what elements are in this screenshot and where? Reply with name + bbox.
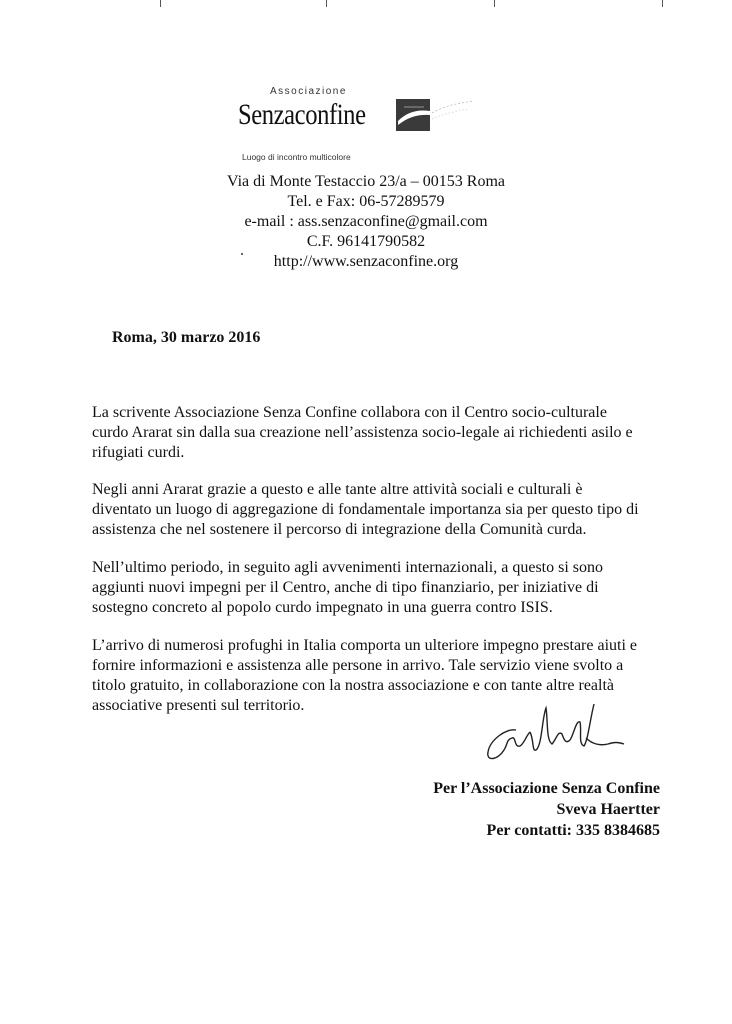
paragraph-line: rifugiati curdi. <box>92 444 185 461</box>
address: Via di Monte Testaccio 23/a – 00153 Roma <box>226 173 505 190</box>
letter-date: Roma, 30 marzo 2016 <box>112 329 261 346</box>
closing-contact: Per contatti: 335 8384685 <box>486 822 660 839</box>
phone: Tel. e Fax: 06-57289579 <box>287 193 445 210</box>
logo-name: Senzaconfine <box>238 98 366 131</box>
scan-edge-marks <box>0 0 732 10</box>
logo-tagline: Luogo di incontro multicolore <box>242 152 351 162</box>
paragraph-1 <box>92 403 662 463</box>
paragraph-line: La scrivente Associazione Senza Confine collabora con il Centro socio-culturale <box>92 404 607 421</box>
closing-signer: Sveva Haertter <box>556 801 660 818</box>
paragraph-line: L’arrivo di numerosi profughi in Italia comporta un ulteriore impegno prestare aiuti e <box>92 637 638 654</box>
closing-organization: Per l’Associazione Senza Confine <box>433 780 660 797</box>
paragraph-line: titolo gratuito, in collaborazione con la nostra associazione e con tante altre realtà <box>92 677 615 694</box>
paragraph-3 <box>92 558 662 618</box>
closing-block <box>433 778 660 841</box>
paragraph-line: curdo Ararat sin dalla sua creazione nell’assistenza socio-legale ai richiedenti asilo e <box>92 424 633 441</box>
paragraph-line: Nell’ultimo periodo, in seguito agli avvenimenti internazionali, a questo si sono <box>92 559 604 576</box>
paragraph-line: diventato un luogo di aggregazione di fondamentale importanza sia per questo tipo di <box>92 501 639 518</box>
logo-associazione-label: Associazione <box>270 86 347 97</box>
paragraph-line: fornire informazioni e assistenza alle persone in arrivo. Tale servizio viene svolto a <box>92 657 624 674</box>
paragraph-2 <box>92 480 662 540</box>
letterhead-contacts <box>0 172 732 272</box>
paragraph-line: aggiunti nuovi impegni per il Centro, anche di tipo finanziario, per iniziative di <box>92 579 599 596</box>
association-logo <box>232 86 482 166</box>
paragraph-line: sostegno concreto al popolo curdo impegnato in una guerra contro ISIS. <box>92 599 553 616</box>
website: http://www.senzaconfine.org <box>273 253 459 270</box>
paragraph-line: Negli anni Ararat grazie a questo e alle tante altre attività sociali e culturali è <box>92 481 583 498</box>
email: e-mail : ass.senzaconfine@gmail.com <box>244 213 488 230</box>
logo-mark-icon <box>396 99 476 133</box>
scan-speck <box>241 253 243 255</box>
paragraph-line: assistenza che nel sostenere il percorso di integrazione della Comunità curda. <box>92 521 587 538</box>
handwritten-signature <box>476 700 626 770</box>
paragraph-line: associative presenti sul territorio. <box>92 697 305 714</box>
tax-code: C.F. 96141790582 <box>306 233 426 250</box>
